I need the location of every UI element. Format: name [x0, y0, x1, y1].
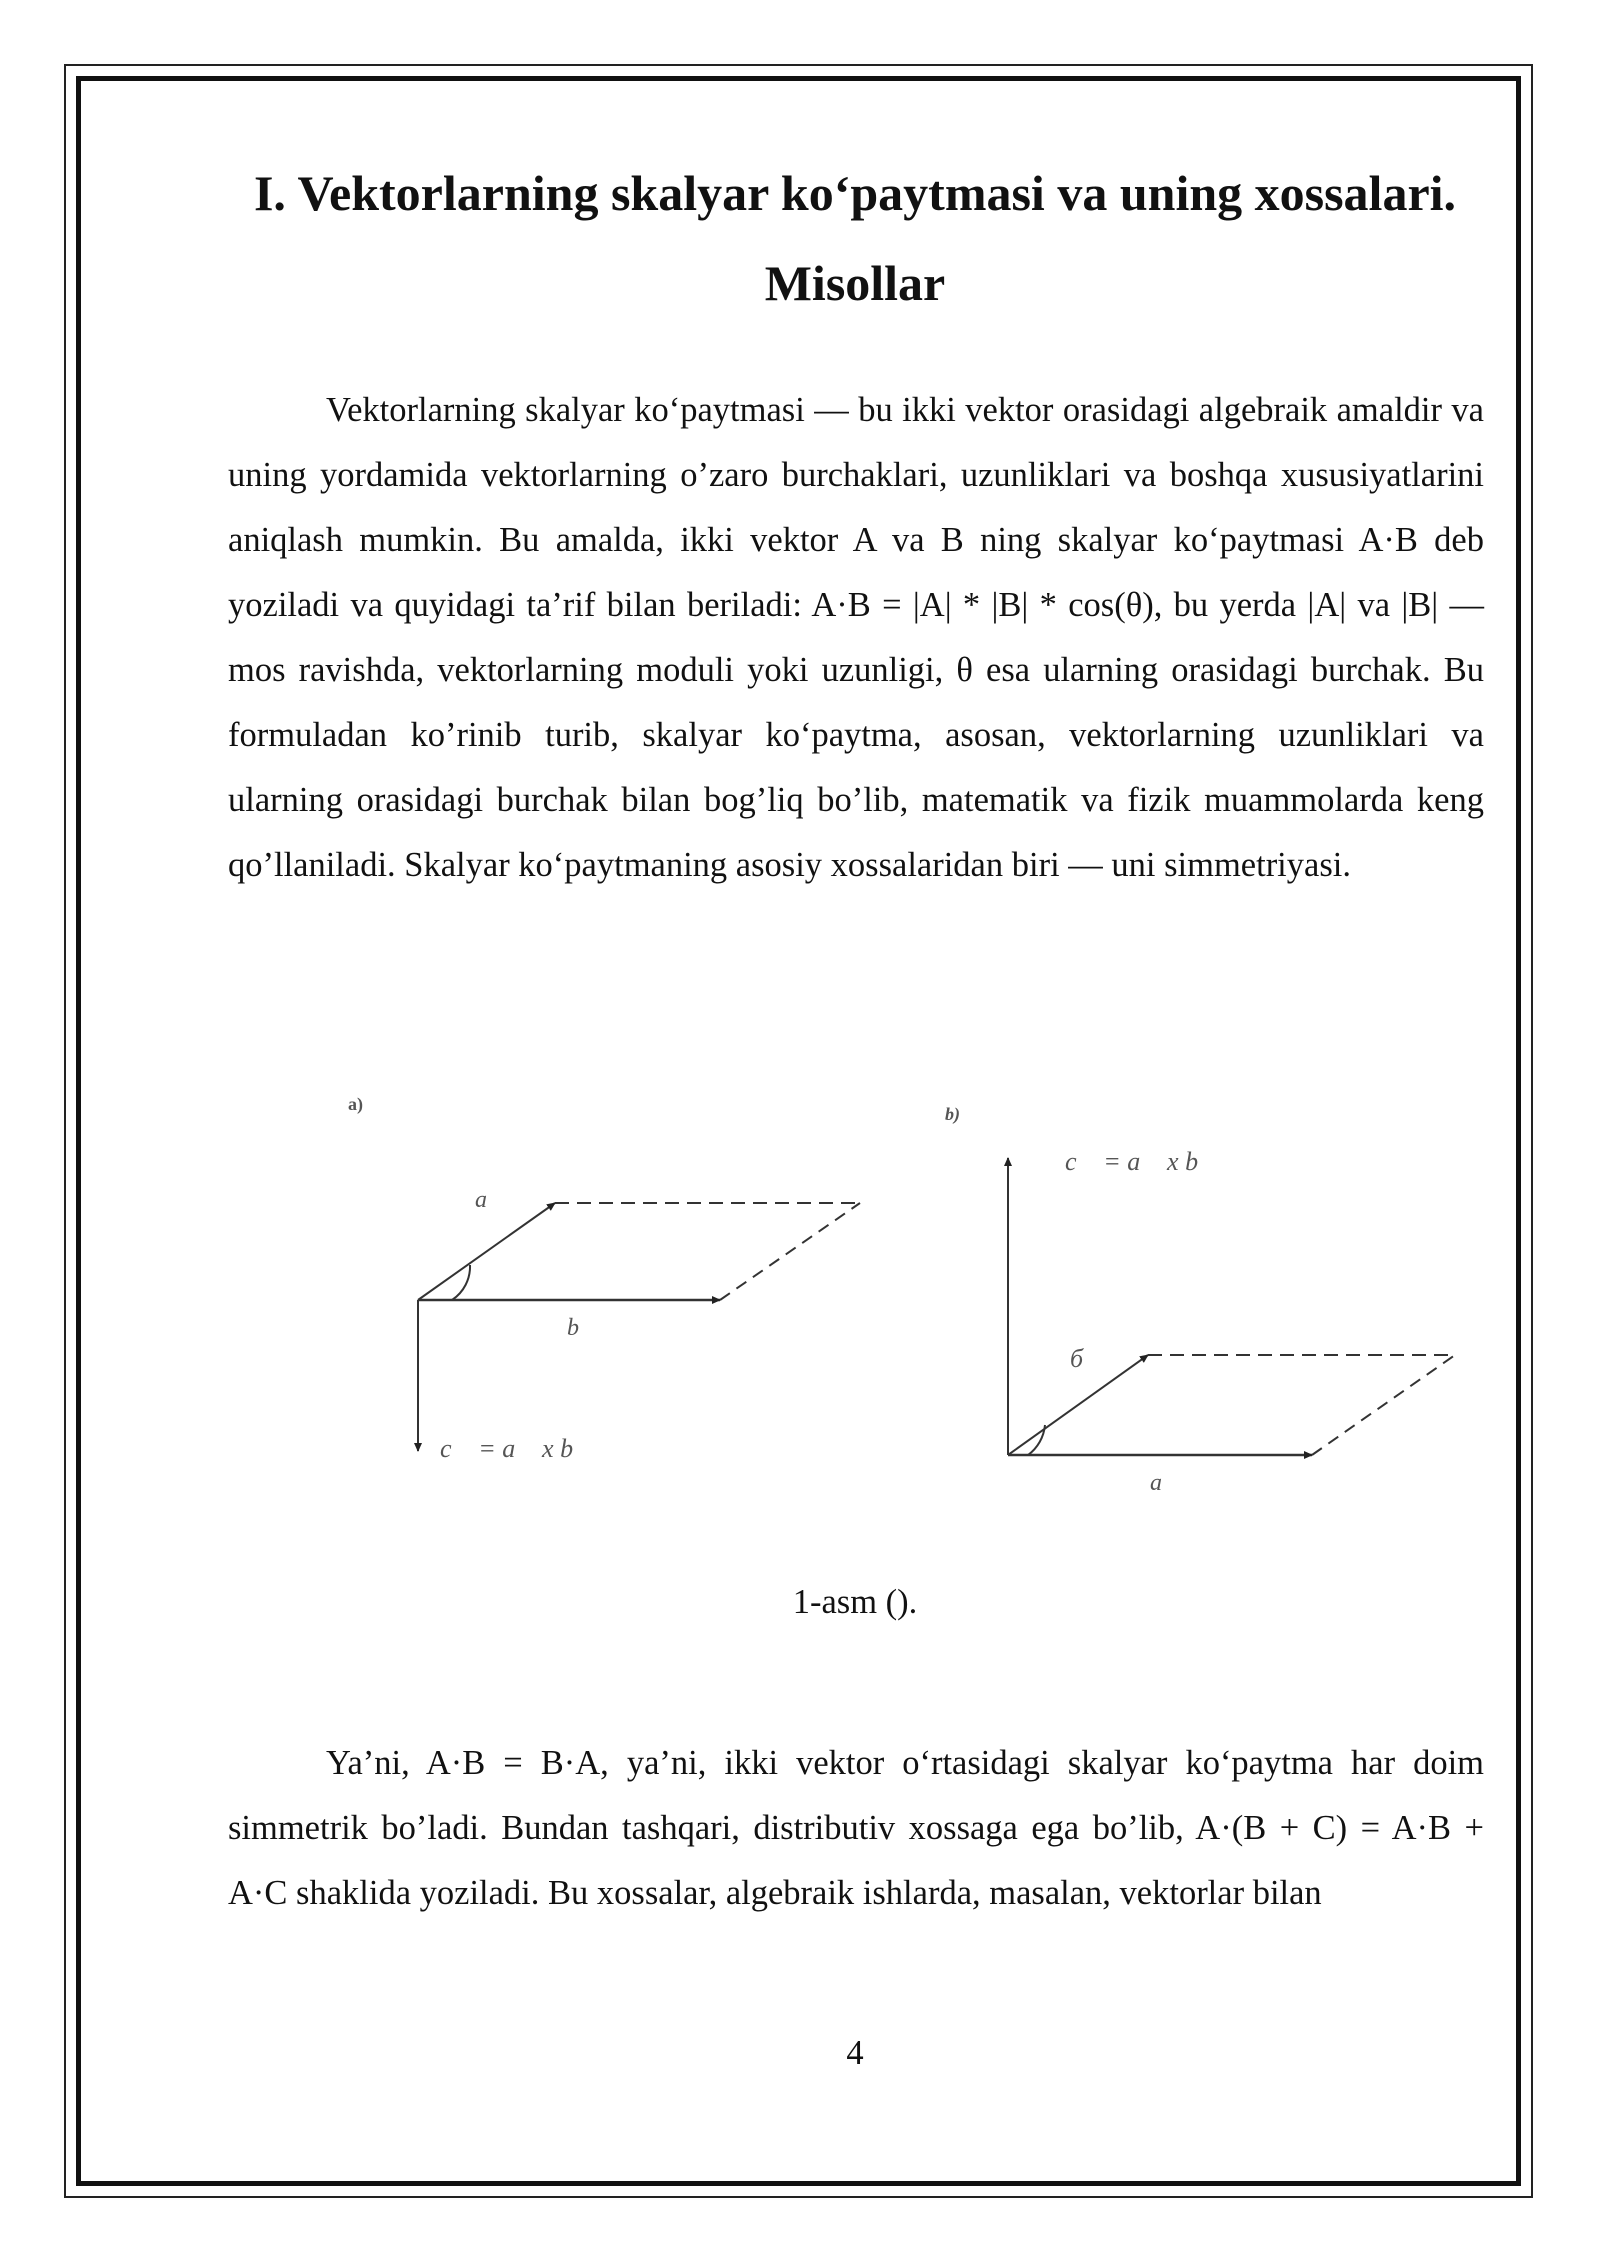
panel-b-dashed-side [1312, 1355, 1455, 1455]
page-number: 4 [846, 2034, 864, 2072]
body-paragraph-1: Vektorlarning skalyar ko‘paytmasi — bu ikki vektor orasidagi algebraik amaldir va uning yordamida vektorlarning o’zaro burchaklari, uzunliklari va boshqa xususiyatlarini aniqlash mumkin. Bu amalda, ikki vektor A va B ning skalyar ko‘paytmasi A·B deb yoziladi va quyidagi ta’rif bilan beriladi: A·B = |A| * |B| * cos(θ), bu yerda |A| va |B| — mos ravishda, vektorlarning moduli yoki uzunligi, θ esa ularning orasidagi burchak. Bu formuladan ko’rinib turib, skalyar ko‘paytma, asosan, vektorlarning uzunliklari va ularning orasidagi burchak bilan bog’liq bo’lib, matematik va fizik muammolarda keng qo’llaniladi. Skalyar ko‘paytmaning asosiy xossalaridan biri — uni simmetriyasi. [228, 391, 1484, 884]
panel-a-label-vector-a: a⃗ [475, 1187, 506, 1213]
panel-a-label-vector-b: b⃗ [567, 1315, 598, 1341]
panel-a-vector-a-arrow [418, 1203, 555, 1300]
body-paragraph-2: Ya’ni, A·B = B·A, ya’ni, ikki vektor o‘rtasidagi skalyar ko‘paytma har doim simmetrik bo’ladi. Bundan tashqari, distributiv xossaga ega bo’lib, A·(B + C) = A·B + A·C shaklida yoziladi. Bu xossalar, algebraik ishlarda, masalan, vektorlar bilan [228, 1744, 1484, 1912]
vector-product-figure [330, 1085, 1520, 1515]
panel-b-label-vector-a: a⃗ [1150, 1470, 1181, 1496]
panel-a-label: a) [348, 1094, 363, 1114]
figure-panel-a [348, 1094, 860, 1463]
figure-panel-b [945, 1104, 1455, 1496]
panel-b-formula: c⃗ = a⃗ x b⃗ [1065, 1147, 1219, 1176]
panel-b-label: b) [945, 1104, 960, 1124]
panel-a-formula: c⃗ = a⃗ x b⃗ [440, 1434, 594, 1463]
figure-caption: 1-asm (). [792, 1583, 918, 1621]
panel-a-dashed-side [720, 1203, 860, 1300]
panel-b-label-vector-b: б⃗ [1070, 1344, 1104, 1373]
page-title: I. Vektorlarning skalyar ko‘paytmasi va uning xossalari. Misollar [253, 165, 1457, 311]
